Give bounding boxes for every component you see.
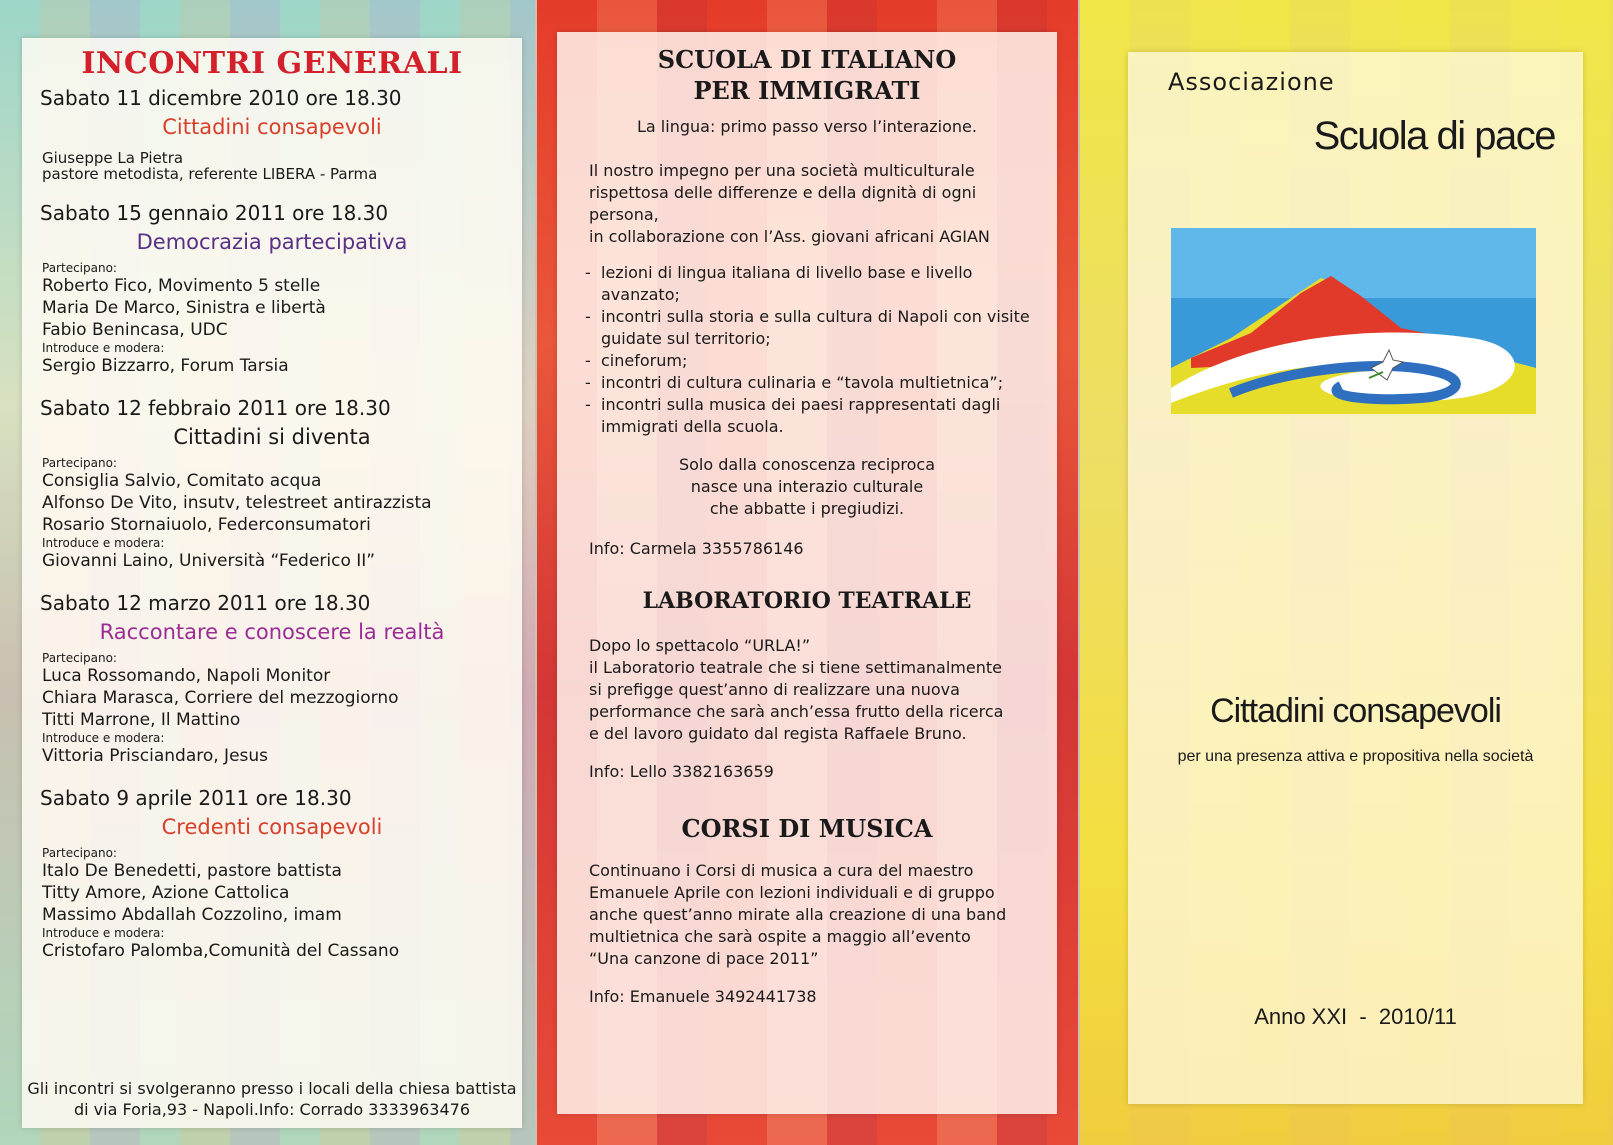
bullet-item: - lezioni di lingua italiana di livello base e livello avanzato; [585,262,1047,306]
speaker-name: Alfonso De Vito, insutv, telestreet antirazzista [42,493,432,513]
event-theme: Credenti consapevoli [161,815,383,839]
participants-label: Partecipano: [42,261,117,275]
speaker-name: pastore metodista, referente LIBERA - Parma [42,165,378,183]
bullet-item: - incontri di cultura culinaria e “tavola multietnica”; [585,372,1047,394]
assoc-name: Scuola di pace [1313,114,1555,158]
bullet-item: - incontri sulla storia e sulla cultura di Napoli con visite guidate sul territorio; [585,306,1047,350]
moderator-name: Sergio Bizzarro, Forum Tarsia [42,356,289,376]
scuola-section [557,32,1057,560]
musica-line: multietnica che sarà ospite a maggio all’evento [589,927,971,946]
scuola-quote [557,454,1057,520]
scuola-bullets [557,262,1057,438]
participants-label: Partecipano: [42,456,117,470]
speaker-name: Luca Rossomando, Napoli Monitor [42,666,331,686]
intro-line: Il nostro impegno per una società multiculturale [589,161,975,180]
scuola-subtitle: La lingua: primo passo verso l’interazione. [637,117,977,136]
musica-info: Info: Emanuele 3492441738 [589,987,817,1006]
event-block [22,85,522,182]
speaker-name: Massimo Abdallah Cozzolino, imam [42,905,342,925]
cover-subtitle: per una presenza attiva e propositiva nella società [1177,748,1534,765]
moderator-name: Cristofaro Palomba,Comunità del Cassano [42,941,400,961]
teatro-line: il Laboratorio teatrale che si tiene settimanalmente [589,658,1002,677]
teatro-line: si prefigge quest’anno di realizzare una nuova [589,680,960,699]
quote-line: che abbatte i pregiudizi. [709,499,905,518]
scuola-title-line2: PER IMMIGRATI [693,76,921,105]
participants-label: Partecipano: [42,846,117,860]
footer-line: Gli incontri si svolgeranno presso i locali della chiesa battista [27,1079,517,1098]
event-block [22,395,522,572]
incontri-card [22,38,522,1128]
moderator-name: Giovanni Laino, Università “Federico II” [42,551,376,571]
quote-line: Solo dalla conoscenza reciproca [678,455,935,474]
scuola-title-line1: SCUOLA DI ITALIANO [657,45,957,74]
scuola-intro [557,160,1057,248]
speaker-name: Maria De Marco, Sinistra e libertà [42,298,326,318]
speaker-name: Rosario Stornaiuolo, Federconsumatori [42,515,371,535]
speaker-name: Roberto Fico, Movimento 5 stelle [42,276,321,296]
event-date: Sabato 15 gennaio 2011 ore 18.30 [40,201,389,225]
cover-card [1128,52,1583,1104]
event-theme: Cittadini consapevoli [162,115,382,139]
cover-title: Cittadini consapevoli [1210,692,1501,730]
bullet-item: - cineforum; [585,350,1047,372]
musica-section [557,813,1057,1008]
left-panel [0,0,535,1145]
teatro-title: LABORATORIO TEATRALE [642,588,972,614]
activities-card [557,32,1057,1114]
musica-title: CORSI DI MUSICA [681,814,933,843]
footer-line: di via Foria,93 - Napoli.Info: Corrado 3333963476 [73,1100,471,1119]
event-theme: Cittadini si diventa [173,425,371,449]
teatro-section [557,586,1057,783]
speaker-name: Giuseppe La Pietra [42,149,184,167]
intro-line: rispettosa delle differenze e della dignità di ogni persona, [589,183,977,224]
participants-label: Partecipano: [42,651,117,665]
event-date: Sabato 9 aprile 2011 ore 18.30 [40,786,352,810]
cover-panel [1080,0,1613,1145]
moderator-label: Introduce e modera: [42,536,165,550]
intro-line: in collaborazione con l’Ass. giovani africani AGIAN [589,227,990,246]
quote-line: nasce una interazio culturale [690,477,924,496]
moderator-label: Introduce e modera: [42,341,165,355]
event-block [22,785,522,962]
bullet-item: - incontri sulla musica dei paesi rappresentati dagli immigrati della scuola. [585,394,1047,438]
teatro-info: Info: Lello 3382163659 [589,762,774,781]
incontri-title: INCONTRI GENERALI [81,46,463,81]
musica-line: “Una canzone di pace 2011” [589,949,819,968]
event-theme: Raccontare e conoscere la realtà [99,620,445,644]
speaker-name: Italo De Benedetti, pastore battista [42,861,342,881]
logo-svg [1171,228,1536,414]
events-list [22,85,522,962]
cover-year: Anno XXI - 2010/11 [1254,1004,1457,1029]
moderator-name: Vittoria Prisciandaro, Jesus [42,746,269,766]
teatro-line: e del lavoro guidato dal regista Raffaele Bruno. [589,724,967,743]
musica-line: Continuano i Corsi di musica a cura del maestro [589,861,974,880]
event-date: Sabato 11 dicembre 2010 ore 18.30 [40,86,402,110]
musica-line: anche quest’anno mirate alla creazione di una band [589,905,1007,924]
event-date: Sabato 12 marzo 2011 ore 18.30 [40,591,371,615]
speaker-name: Consiglia Salvio, Comitato acqua [42,471,322,491]
speaker-name: Titty Amore, Azione Cattolica [42,883,290,903]
scuola-info: Info: Carmela 3355786146 [589,539,804,558]
event-block [22,590,522,767]
assoc-label: Associazione [1168,68,1335,96]
incontri-footer [22,1078,522,1120]
dove-volcano-logo-icon [1171,228,1536,414]
middle-panel [537,0,1078,1145]
event-date: Sabato 12 febbraio 2011 ore 18.30 [40,396,391,420]
event-theme: Democrazia partecipativa [136,230,408,254]
event-block [22,200,522,377]
musica-line: Emanuele Aprile con lezioni individuali e di gruppo [589,883,995,902]
moderator-label: Introduce e modera: [42,926,165,940]
speaker-name: Chiara Marasca, Corriere del mezzogiorno [42,688,399,708]
speaker-name: Fabio Benincasa, UDC [42,320,228,340]
moderator-label: Introduce e modera: [42,731,165,745]
teatro-line: Dopo lo spettacolo “URLA!” [589,636,811,655]
teatro-line: performance che sarà anch’essa frutto della ricerca [589,702,1004,721]
speaker-name: Titti Marrone, Il Mattino [42,710,241,730]
